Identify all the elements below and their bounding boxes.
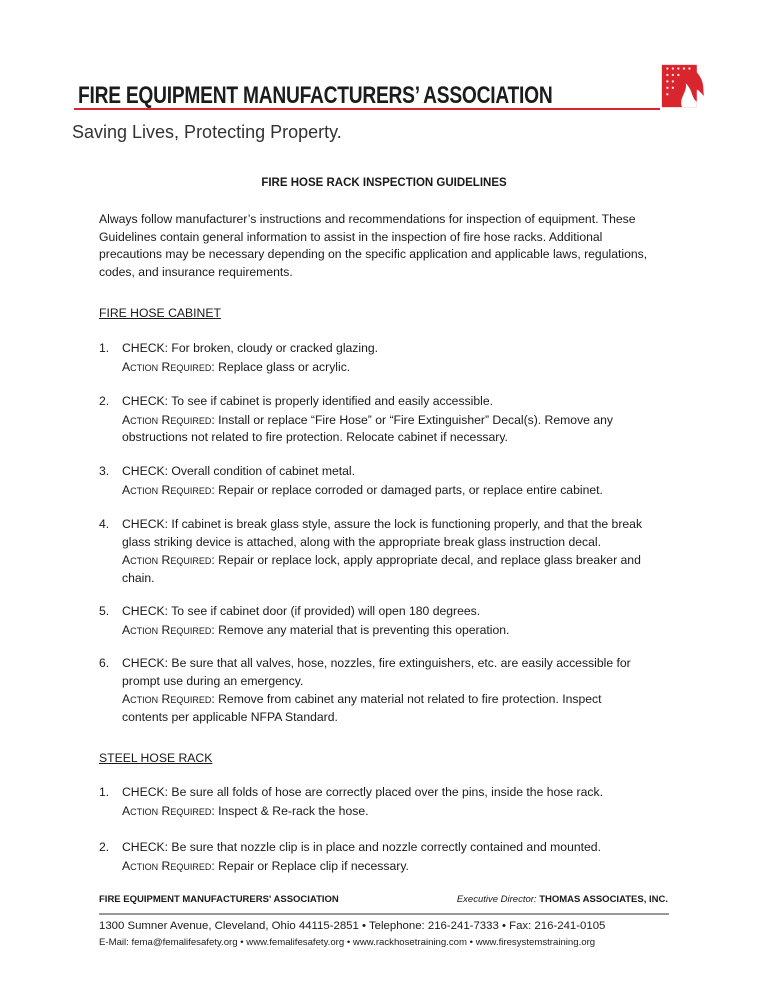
org-logo-text: FIRE EQUIPMENT MANUFACTURERS’ ASSOCIATION [78,82,553,109]
footer-director [457,894,668,905]
check-text: CHECK: Be sure all folds of hose are correctly placed over the pins, inside the hose rack. [122,785,603,799]
footer-divider [99,913,669,915]
section-heading: STEEL HOSE RACK [99,751,213,765]
item-number: 2. [99,394,110,408]
action-required-label: Action Required [122,412,212,427]
item-number: 4. [99,517,110,531]
check-text: glass striking device is attached, along with the appropriate break glass instruction decal. [122,534,601,549]
section-heading: FIRE HOSE CABINET [99,306,221,320]
intro-line: precautions may be necessary depending on the specific application and applicable laws, regulations, [99,247,648,262]
action-required: Action Required: Install or replace “Fire Hose” or “Fire Extinguisher” Decal(s). Remove any [122,412,613,427]
item-number: 2. [99,840,110,854]
action-required [122,709,338,727]
footer-contacts: E-Mail: fema@femalifesafety.org • www.femalifesafety.org • www.rackhosetraining.com • www.firesystemstraining.org [99,937,596,948]
action-text: Repair or Replace clip if necessary. [218,858,409,873]
item-number: 1. [99,341,110,355]
action-required: Action Required: Inspect & Re-rack the hose. [122,803,369,818]
item-number: 6. [99,656,110,670]
action-text: Inspect & Re-rack the hose. [218,803,369,818]
action-text: Replace glass or acrylic. [218,359,351,374]
action-required-label: Action Required [122,692,212,707]
action-required-label: Action Required [122,858,212,873]
action-required-label: Action Required [122,482,212,497]
action-text: contents per applicable NFPA Standard. [122,709,338,724]
action-required [122,429,508,447]
action-required: Action Required: Remove from cabinet any material not related to fire protection. Inspect [122,692,602,707]
check-text: CHECK: Be sure that all valves, hose, nozzles, fire extinguishers, etc. are easily accessible for [122,656,631,670]
check-text: CHECK: If cabinet is break glass style, assure the lock is functioning properly, and that the break [122,517,643,531]
director-name: THOMAS ASSOCIATES, INC. [539,894,668,905]
footer-org: FIRE EQUIPMENT MANUFACTURERS' ASSOCIATION [99,894,339,905]
action-text: obstructions not related to fire protection. Relocate cabinet if necessary. [122,430,508,445]
check-text: CHECK: Be sure that nozzle clip is in place and nozzle correctly contained and mounted. [122,840,601,854]
action-required-label: Action Required [122,803,212,818]
action-required-label: Action Required [122,359,212,374]
action-required-label: Action Required [122,553,212,568]
item-number: 3. [99,464,110,478]
action-text: Remove any material that is preventing this operation. [218,622,510,637]
action-text: Install or replace “Fire Hose” or “Fire Extinguisher” Decal(s). Remove any [218,412,613,427]
action-required-label: Action Required [122,622,212,637]
action-text: chain. [122,570,155,585]
document-title: FIRE HOSE RACK INSPECTION GUIDELINES [261,177,507,189]
tagline: Saving Lives, Protecting Property. [72,122,342,142]
item-number: 5. [99,604,110,618]
fema-flame-logo-icon [660,63,706,109]
footer-address: 1300 Sumner Avenue, Cleveland, Ohio 44115-2851 • Telephone: 216-241-7333 • Fax: 216-241-0105 [99,920,606,932]
intro-line: Guidelines contain general information to assist in the inspection of fire hose racks. Additional [99,229,603,244]
action-text: Repair or replace corroded or damaged parts, or replace entire cabinet. [218,482,603,497]
check-text: CHECK: For broken, cloudy or cracked glazing. [122,341,379,355]
check-text: CHECK: Overall condition of cabinet metal. [122,464,356,478]
action-required: Action Required: Repair or replace lock, apply appropriate decal, and replace glass breaker and [122,553,641,568]
action-required [122,570,155,588]
action-required: Action Required: Remove any material that is preventing this operation. [122,622,510,637]
check-text: CHECK: To see if cabinet door (if provided) will open 180 degrees. [122,604,481,618]
action-text: Repair or replace lock, apply appropriate decal, and replace glass breaker and [218,553,641,568]
action-required: Action Required: Repair or replace corroded or damaged parts, or replace entire cabinet. [122,482,603,497]
intro-line: codes, and insurance requirements. [99,264,293,279]
intro-line: Always follow manufacturer’s instructions and recommendations for inspection of equipment. These [99,212,636,226]
director-label: Executive Director: [456,894,537,905]
action-text: Remove from cabinet any material not related to fire protection. Inspect [218,692,602,707]
check-text: prompt use during an emergency. [122,673,304,688]
check-text: CHECK: To see if cabinet is properly identified and easily accessible. [122,394,494,408]
action-required: Action Required: Replace glass or acrylic. [122,359,351,374]
item-number: 1. [99,785,110,799]
action-required: Action Required: Repair or Replace clip if necessary. [122,858,409,873]
